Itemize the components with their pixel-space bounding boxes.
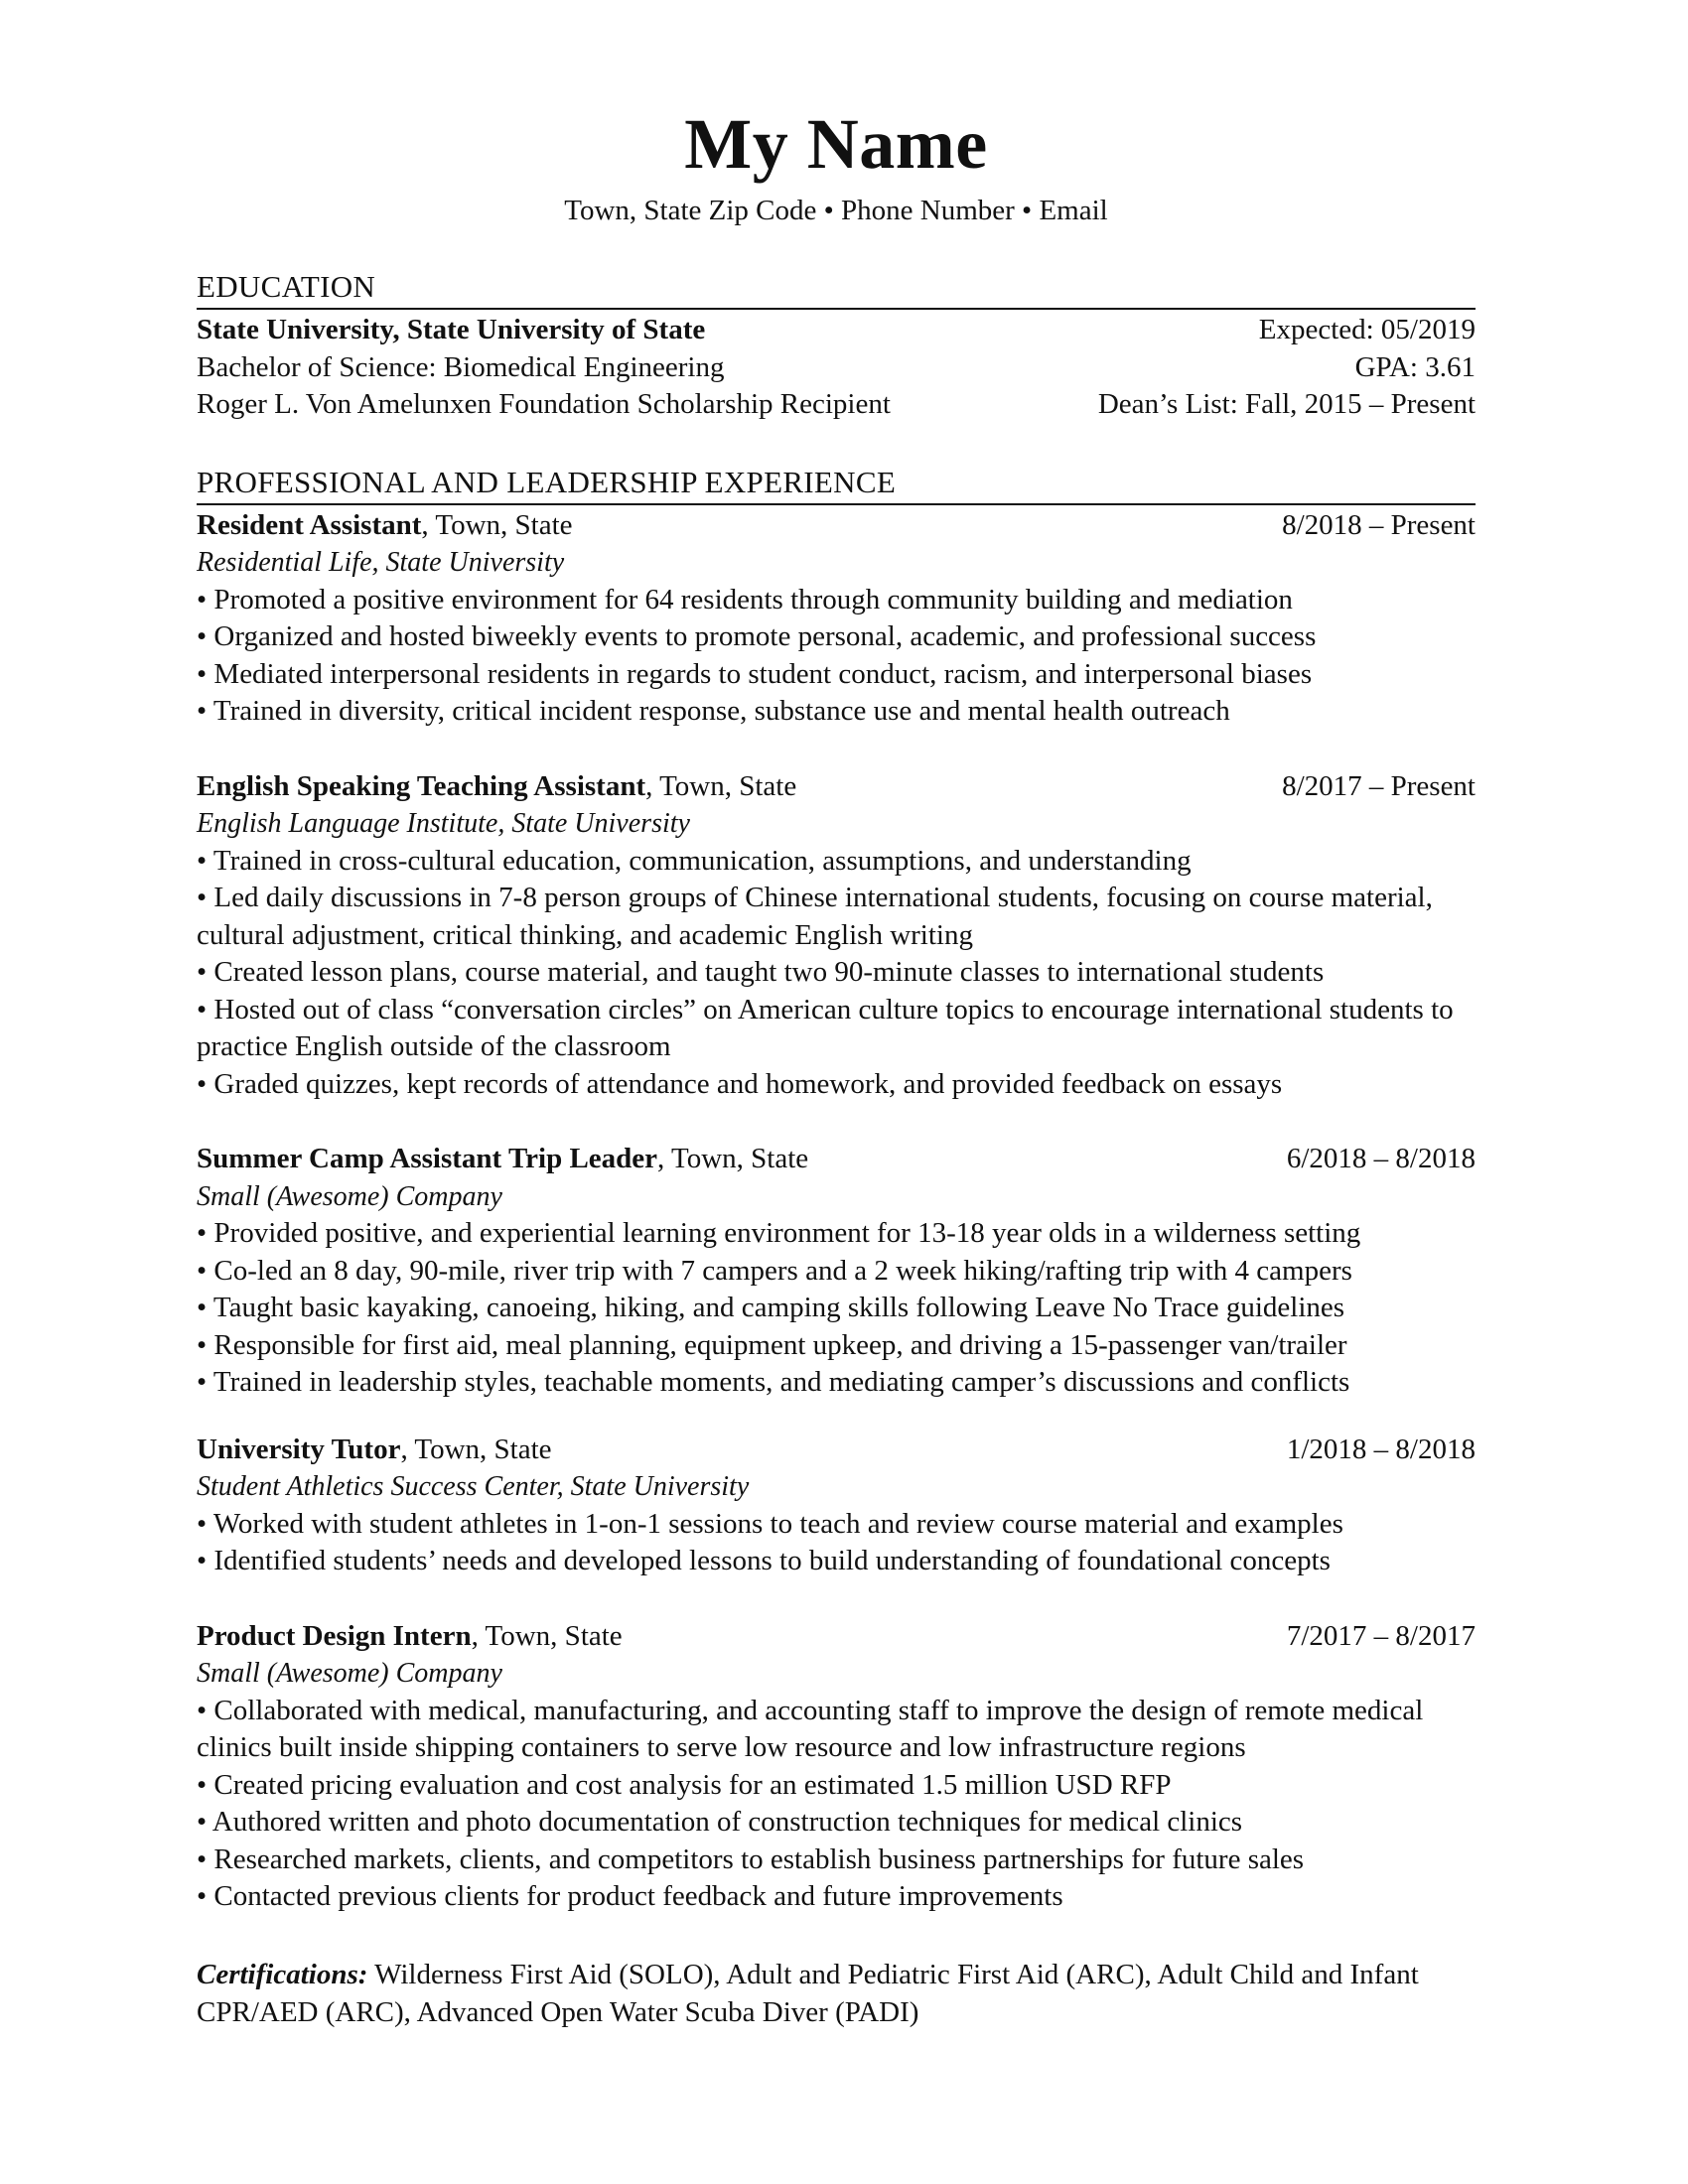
job-organization: Small (Awesome) Company — [197, 1180, 502, 1212]
job-location: , Town, State — [645, 769, 797, 802]
job-organization: Student Athletics Success Center, State University — [197, 1471, 750, 1502]
certifications-label: Certifications: — [197, 1958, 368, 1990]
scholarship: Roger L. Von Amelunxen Foundation Scholarship Recipient — [197, 388, 891, 420]
job-bullet: • Organized and hosted biweekly events to promote personal, academic, and professional success — [197, 620, 1317, 652]
job-location: , Town, State — [421, 508, 573, 541]
job-bullet: • Graded quizzes, kept records of attendance and homework, and provided feedback on essays — [197, 1067, 1283, 1100]
job-bullet: • Authored written and photo documentation of construction techniques for medical clinics — [197, 1806, 1243, 1838]
job-bullet: • Identified students’ needs and developed lessons to build understanding of foundational concepts — [197, 1545, 1331, 1576]
job-bullets — [197, 582, 1476, 731]
job-entry — [197, 768, 1476, 1104]
job-bullet: • Trained in leadership styles, teachable moments, and mediating camper’s discussions and conflicts — [197, 1366, 1350, 1398]
job-bullet: • Collaborated with medical, manufacturing, and accounting staff to improve the design of remote medical clinics built inside shipping containers to serve low resource and low infrastructure regions — [197, 1694, 1424, 1763]
job-dates: 7/2017 – 8/2017 — [1286, 1619, 1476, 1652]
job-role: Resident Assistant — [197, 508, 422, 541]
job-heading — [197, 507, 1476, 545]
job-bullet: • Worked with student athletes in 1-on-1 sessions to teach and review course material and examples — [197, 1507, 1343, 1540]
job-bullets — [197, 1693, 1476, 1916]
job-bullet: • Created lesson plans, course material, and taught two 90-minute classes to international students — [197, 956, 1325, 988]
job-dates: 8/2018 – Present — [1282, 508, 1476, 541]
job-bullet: • Taught basic kayaking, canoeing, hiking, and camping skills following Leave No Trace guidelines — [197, 1292, 1345, 1323]
job-bullets — [197, 1506, 1476, 1580]
job-entry — [197, 1432, 1476, 1580]
education-row-honors — [197, 386, 1476, 424]
job-entry — [197, 1141, 1476, 1402]
job-bullet: • Mediated interpersonal residents in regards to student conduct, racism, and interpersonal biases — [197, 657, 1313, 690]
job-bullet: • Responsible for first aid, meal planning, equipment upkeep, and driving a 15-passenger van/trailer — [197, 1328, 1347, 1361]
resume-page — [197, 99, 1476, 2031]
job-role: English Speaking Teaching Assistant — [197, 769, 646, 802]
job-bullet: • Researched markets, clients, and competitors to establish business partnerships for future sales — [197, 1843, 1305, 1875]
job-bullet: • Led daily discussions in 7-8 person groups of Chinese international students, focusing on course material, cultural adjustment, critical thinking, and academic English writing — [197, 882, 1433, 951]
job-role: Product Design Intern — [197, 1619, 472, 1652]
gpa: GPA: 3.61 — [1354, 350, 1476, 383]
job-role: Summer Camp Assistant Trip Leader — [197, 1143, 658, 1174]
resume-header — [197, 99, 1476, 230]
job-bullet: • Promoted a positive environment for 64 residents through community building and mediation — [197, 583, 1293, 615]
job-entry — [197, 507, 1476, 731]
expected-graduation: Expected: 05/2019 — [1258, 314, 1476, 345]
degree: Bachelor of Science: Biomedical Engineering — [197, 350, 725, 383]
job-bullet: • Created pricing evaluation and cost analysis for an estimated 1.5 million USD RFP — [197, 1768, 1172, 1801]
job-bullet: • Co-led an 8 day, 90-mile, river trip with 7 campers and a 2 week hiking/rafting trip with 4 campers — [197, 1254, 1352, 1287]
school-name: State University, State University of State — [197, 314, 706, 345]
job-heading — [197, 1141, 1476, 1178]
education-row-school — [197, 312, 1476, 349]
certifications-text: Wilderness First Aid (SOLO), Adult and Pediatric First Aid (ARC), Adult Child and Infant CPR/AED (ARC), Advanced Open Water Scuba Diver (PADI) — [197, 1958, 1419, 2028]
job-organization: Small (Awesome) Company — [197, 1658, 502, 1689]
job-bullets — [197, 1215, 1476, 1402]
job-entry — [197, 1618, 1476, 1916]
job-dates: 8/2017 – Present — [1282, 769, 1476, 802]
job-bullet: • Contacted previous clients for product feedback and future improvements — [197, 1880, 1063, 1912]
deans-list: Dean’s List: Fall, 2015 – Present — [1097, 388, 1476, 420]
job-location: , Town, State — [471, 1619, 623, 1652]
job-heading — [197, 768, 1476, 806]
job-dates: 1/2018 – 8/2018 — [1286, 1433, 1476, 1465]
job-heading — [197, 1618, 1476, 1656]
job-bullet: • Hosted out of class “conversation circles” on American culture topics to encourage international students to practice English outside of the classroom — [197, 993, 1454, 1062]
job-bullet: • Trained in cross-cultural education, communication, assumptions, and understanding — [197, 844, 1192, 877]
job-location: , Town, State — [657, 1143, 809, 1174]
education-row-degree — [197, 349, 1476, 387]
experience-section-title: PROFESSIONAL AND LEADERSHIP EXPERIENCE — [197, 464, 1476, 505]
job-bullet: • Provided positive, and experiential learning environment for 13-18 year olds in a wilderness setting — [197, 1217, 1361, 1249]
contact-line: Town, State Zip Code • Phone Number • Email — [564, 195, 1108, 226]
certifications — [197, 1956, 1476, 2031]
job-organization: English Language Institute, State University — [197, 808, 690, 839]
job-dates: 6/2018 – 8/2018 — [1286, 1143, 1476, 1174]
job-location: , Town, State — [400, 1433, 552, 1465]
job-heading — [197, 1432, 1476, 1469]
job-bullet: • Trained in diversity, critical incident response, substance use and mental health outreach — [197, 695, 1230, 727]
job-organization: Residential Life, State University — [197, 547, 565, 578]
job-bullets — [197, 843, 1476, 1104]
job-role: University Tutor — [197, 1433, 401, 1465]
education-block — [197, 312, 1476, 424]
education-section-title: EDUCATION — [197, 268, 1476, 310]
candidate-name: My Name — [684, 104, 988, 184]
